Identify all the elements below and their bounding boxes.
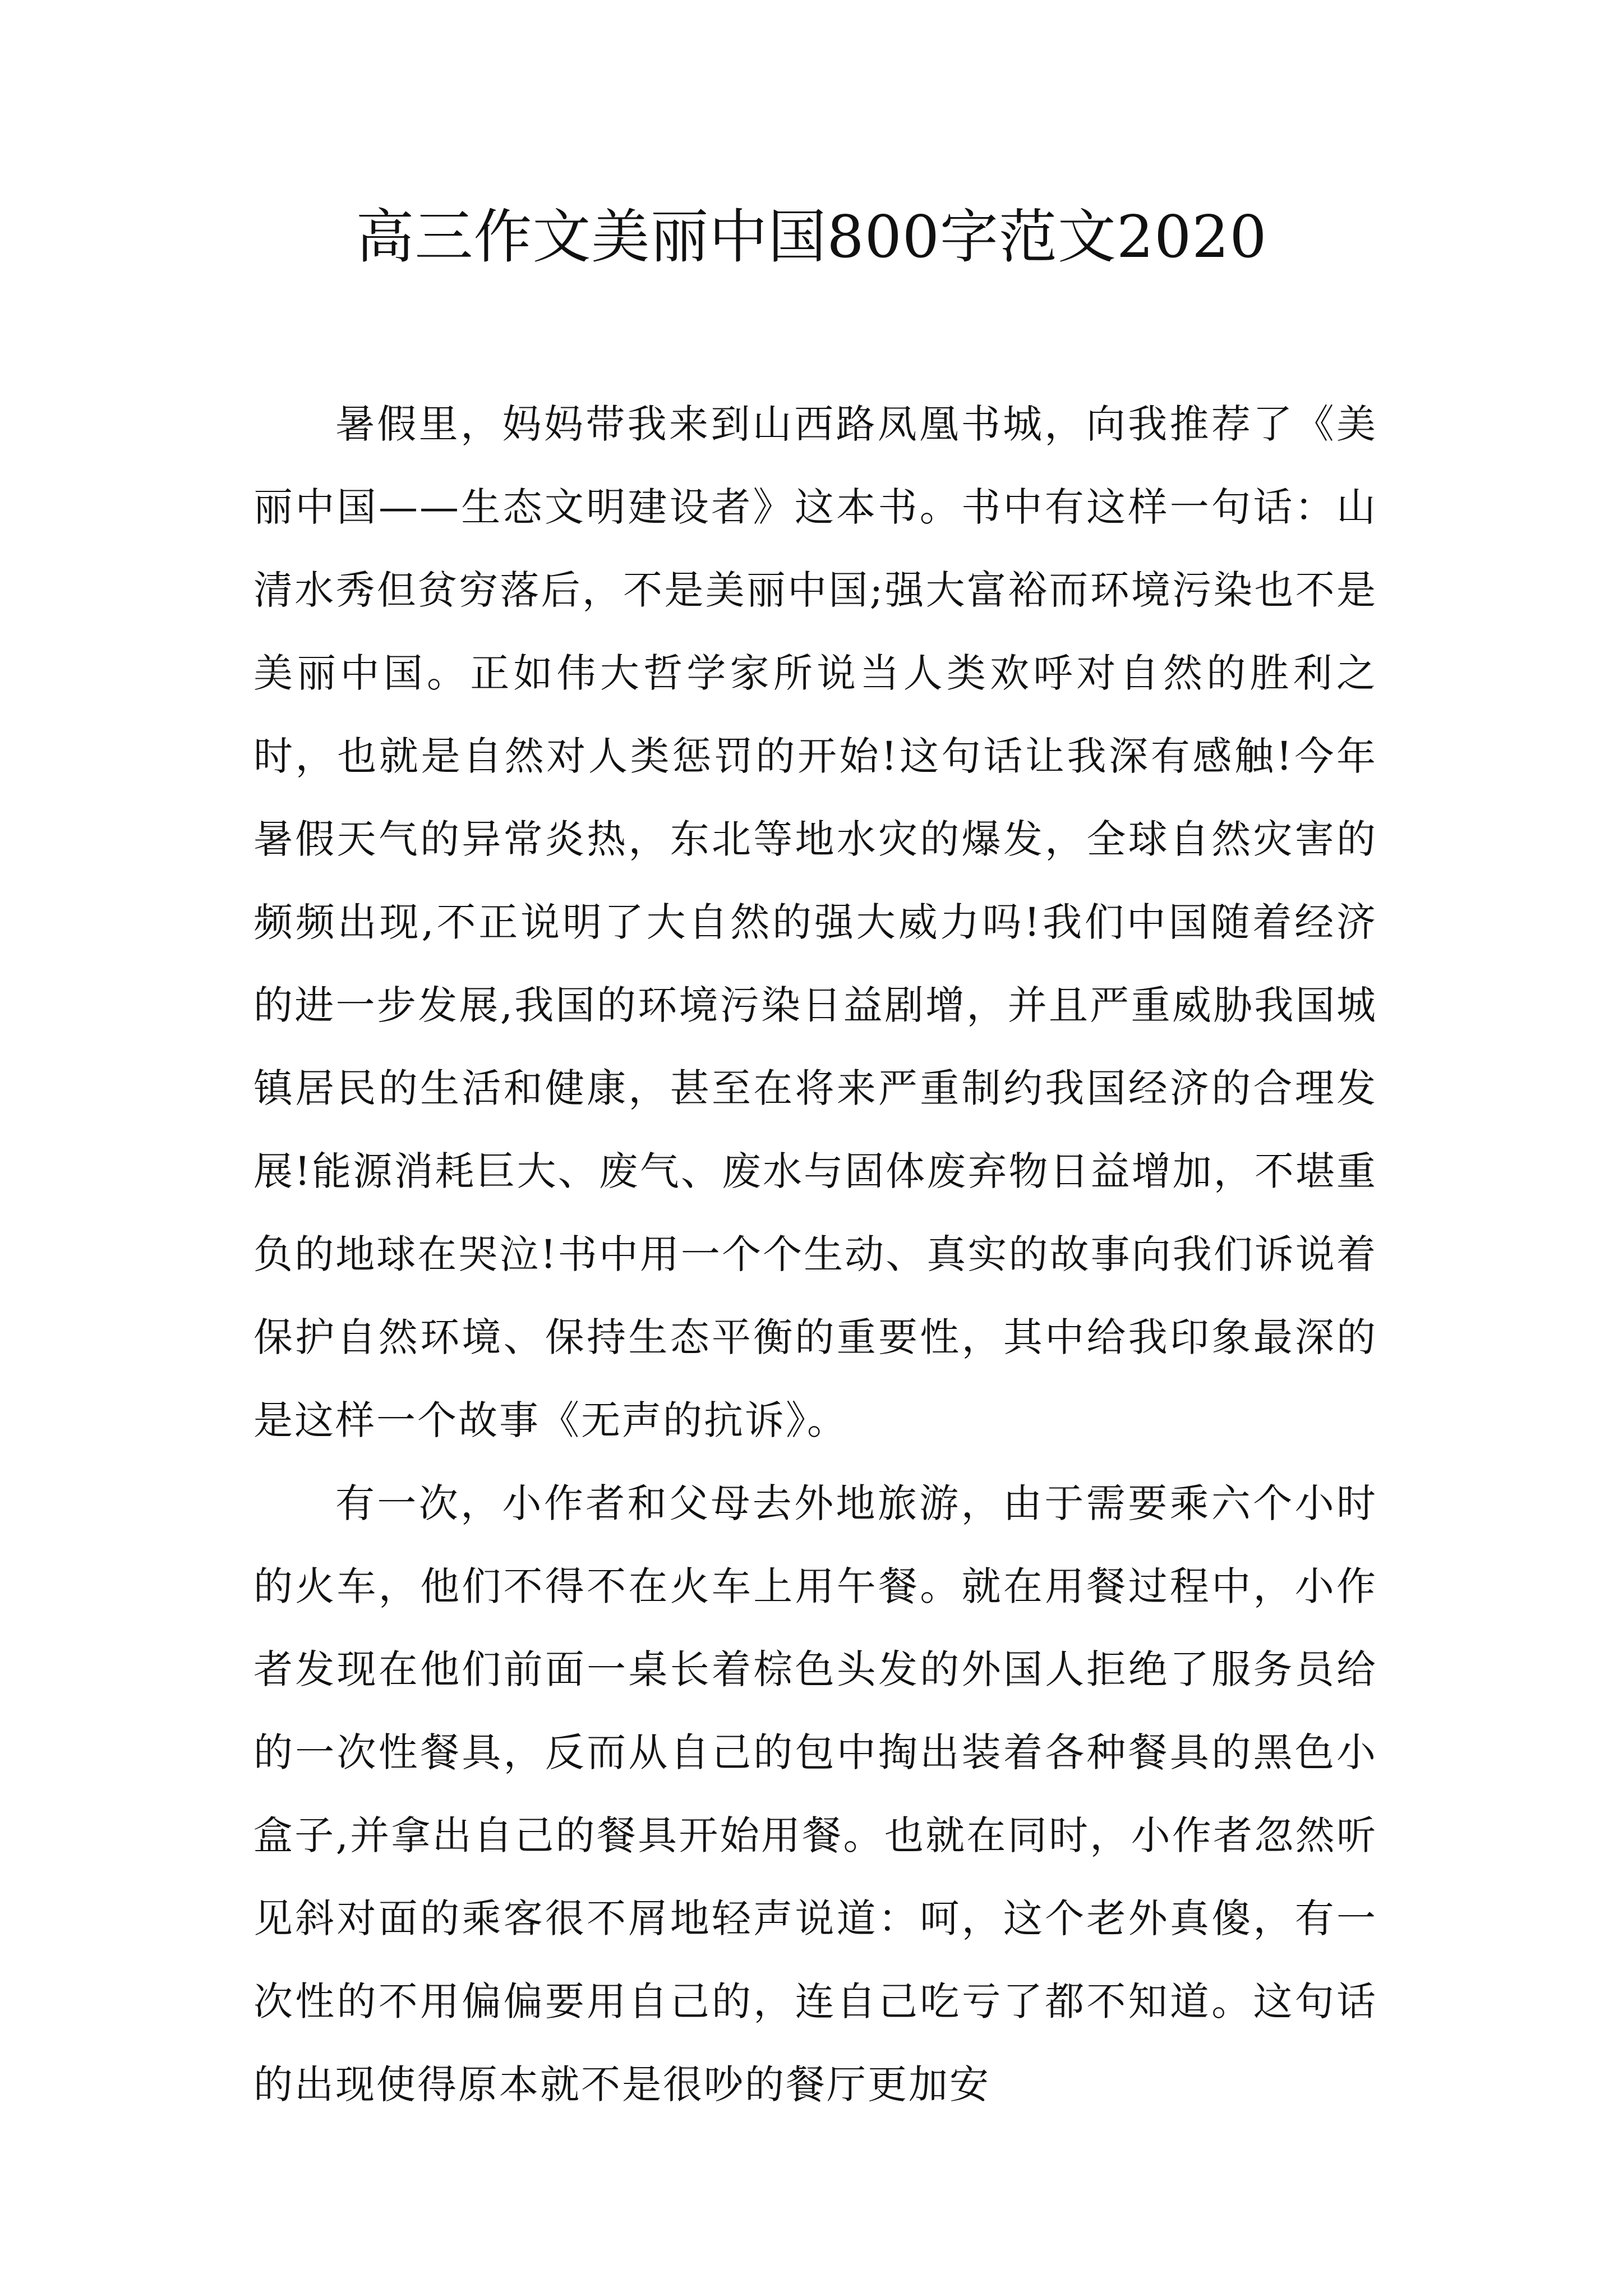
page-title: 高三作文美丽中国800字范文2020 — [356, 203, 1267, 271]
paragraph-2: 有一次，小作者和父母去外地旅游，由于需要乘六个小时的火车，他们不得不在火车上用午餐。就在用餐过程中，小作者发现在他们前面一桌长着棕色头发的外国人拒绝了服务员给的一次性餐具，反而从自己的包中掏出装着各种餐具的黑色小盒子,并拿出自己的餐具开始用餐。也就在同时，小作者忽然听见斜对面的乘客很不屑地轻声说道：呵，这个老外真傻，有一次性的不用偏偏要用自己的，连自己吃亏了都不知道。这句话的出现使得原本就不是很吵的餐厅更加安 — [253, 1480, 1377, 2108]
paragraph-1: 暑假里，妈妈带我来到山西路凤凰书城，向我推荐了《美丽中国——生态文明建设者》这本书。书中有这样一句话：山清水秀但贫穷落后，不是美丽中国;强大富裕而环境污染也不是美丽中国。正如伟大哲学家所说当人类欢呼对自然的胜利之时，也就是自然对人类惩罚的开始!这句话让我深有感触!今年暑假天气的异常炎热，东北等地水灾的爆发，全球自然灾害的频频出现,不正说明了大自然的强大威力吗!我们中国随着经济的进一步发展,我国的环境污染日益剧增，并且严重威胁我国城镇居民的生活和健康，甚至在将来严重制约我国经济的合理发展!能源消耗巨大、废气、废水与固体废弃物日益增加，不堪重负的地球在哭泣!书中用一个个生动、真实的故事向我们诉说着保护自然环境、保持生态平衡的重要性，其中给我印象最深的是这样一个故事《无声的抗诉》。 — [253, 401, 1377, 1443]
essay-body — [253, 383, 1377, 2126]
